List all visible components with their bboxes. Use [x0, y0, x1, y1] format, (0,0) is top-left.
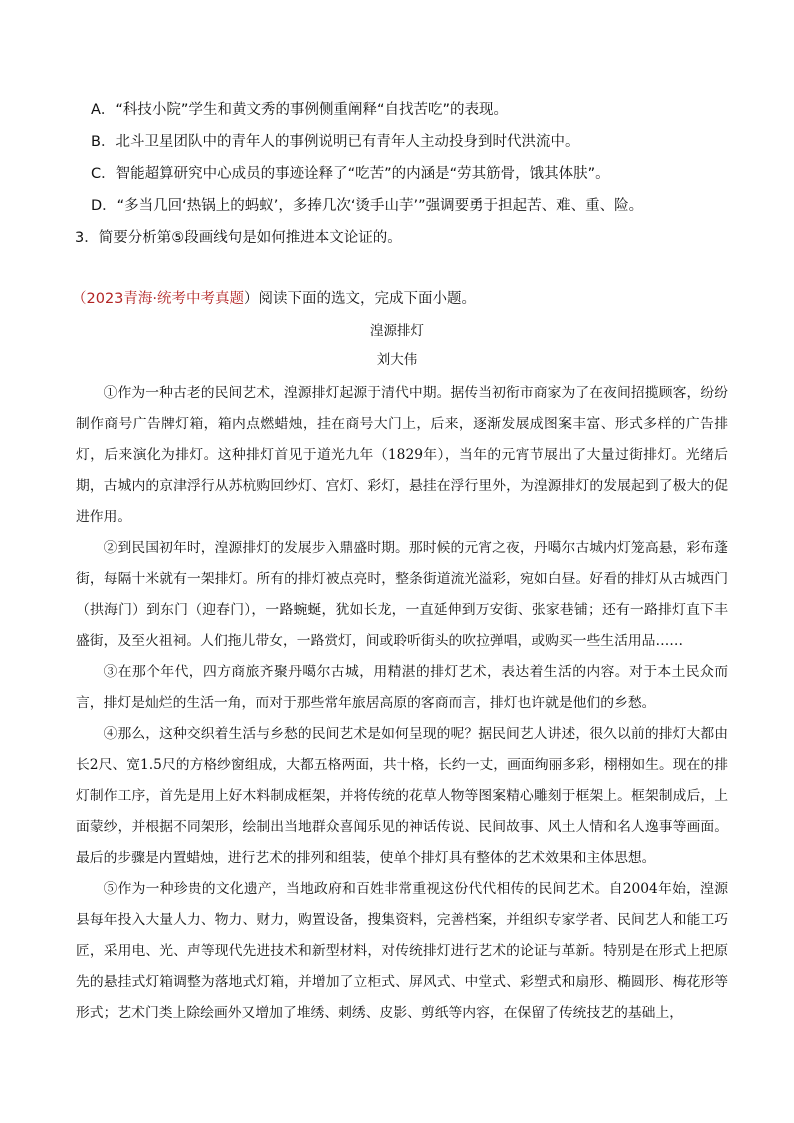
- source-open: （: [72, 291, 87, 307]
- option-d: D．“多当几回‘热锅上的蚂蚁’，多捧几次‘烫手山芋’”强调要勇于担起苦、难、重、险。: [91, 198, 644, 214]
- article-body: [76, 378, 728, 1029]
- option-a: A．“科技小院”学生和黄文秀的事例侧重阐释“自找苦吃”的表现。: [91, 102, 508, 118]
- paragraph-5: ⑤作为一种珍贵的文化遗产，当地政府和百姓非常重视这份代代相传的民间艺术。自2004年始，湟源县每年投入大量人力、物力、财力，购置设备，搜集资料，完善档案，并组织专家学者、民间艺人和能工巧匠，采用电、光、声等现代先进技术和新型材料，对传统排灯进行艺术的论证与革新。特别是在形式上把原先的悬挂式灯箱调整为落地式灯箱，并增加了立柜式、屏风式、中堂式、彩塑式和扇形、椭圆形、梅花形等形式；艺术门类上除绘画外又增加了堆绣、刺绣、皮影、剪纸等内容，在保留了传统技艺的基础上，: [76, 881, 728, 1021]
- source-line: [72, 289, 476, 309]
- option-c: C．智能超算研究中心成员的事迹诠释了“吃苦”的内涵是“劳其筋骨，饿其体肤”。: [91, 166, 610, 182]
- paragraph-1: ①作为一种古老的民间艺术，湟源排灯起源于清代中期。据传当初衔市商家为了在夜间招揽顾客，纷纷制作商号广告牌灯箱，箱内点燃蜡烛，挂在商号大门上，后来，逐渐发展成图案丰富、形式多样的广告排灯，后来演化为排灯。这种排灯首见于道光九年（1829年），当年的元宵节展出了大量过街排灯。光绪后期，古城内的京津浮行从苏杭购回纱灯、宫灯、彩灯，悬挂在浮行里外，为湟源排灯的发展起到了极大的促进作用。: [76, 385, 728, 525]
- paragraph-2: ②到民国初年时，湟源排灯的发展步入鼎盛时期。那时候的元宵之夜，丹噶尔古城内灯笼高悬，彩布蓬街，每隔十米就有一架排灯。所有的排灯被点亮时，整条街道流光溢彩，宛如白昼。好看的排灯从古城西门（拱海门）到东门（迎春门），一路蜿蜒，犹如长龙，一直延伸到万安街、张家巷铺；还有一路排灯直下丰盛街，及至火祖祠。人们拖儿带女，一路赏灯，间或聆听街头的吹拉弹唱，或购买一些生活用品……: [76, 540, 728, 649]
- article-title: 湟源排灯: [370, 323, 424, 339]
- option-b: B．北斗卫星团队中的青年人的事例说明已有青年人主动投身到时代洪流中。: [91, 134, 580, 150]
- paragraph-4: ④那么，这种交织着生活与乡愁的民间艺术是如何呈现的呢？据民间艺人讲述，很久以前的排灯大都由长2尺、宽1.5尺的方格纱窗组成，大都五格两面，共十格，长约一丈，画面绚丽多彩，栩栩如生。现在的排灯制作工序，首先是用上好木料制成框架，并将传统的花草人物等图案精心雕刻于框架上。框架制成后，上面蒙纱，并根据不同架形，绘制出当地群众喜闻乐见的神话传说、民间故事、风土人情和名人逸事等画面。最后的步骤是内置蜡烛，进行艺术的排列和组装，使单个排灯具有整体的艺术效果和主体思想。: [76, 726, 728, 866]
- article-author: 刘大伟: [376, 352, 418, 368]
- question-3: 3．简要分析第⑤段画线句是如何推进本文论证的。: [75, 230, 402, 246]
- paragraph-3: ③在那个年代，四方商旅齐聚丹噶尔古城，用精湛的排灯艺术，表达着生活的内容。对于本土民众而言，排灯是灿烂的生活一角，而对于那些常年旅居高原的客商而言，排灯也许就是他们的乡愁。: [76, 664, 728, 711]
- source-tag: 2023青海·统考中考真题: [86, 291, 245, 307]
- source-close: ）: [244, 291, 259, 307]
- source-instruction: 阅读下面的选文，完成下面小题。: [258, 291, 477, 307]
